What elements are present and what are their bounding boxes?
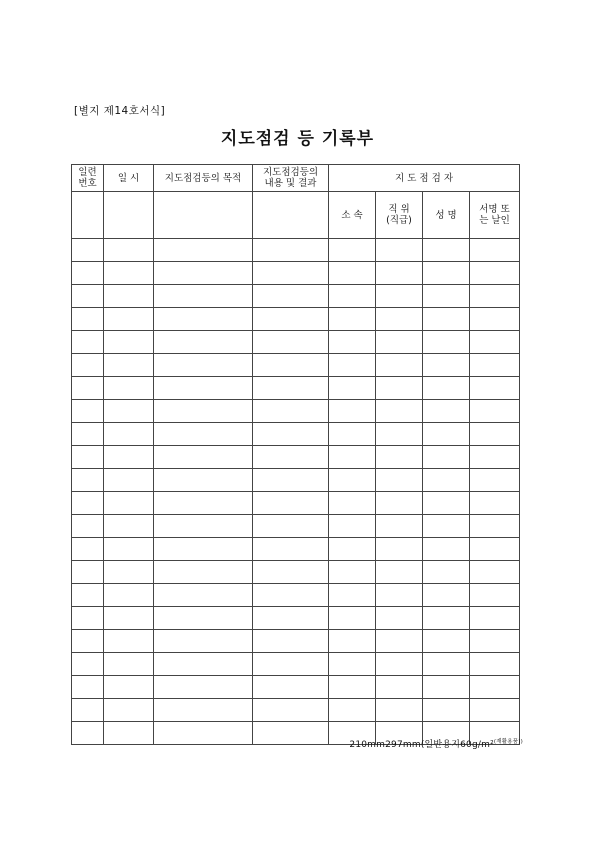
table-cell [253, 400, 329, 423]
table-cell [329, 676, 376, 699]
table-cell [154, 492, 253, 515]
table-cell [72, 561, 104, 584]
table-cell [470, 469, 520, 492]
table-cell [104, 446, 154, 469]
table-cell [154, 584, 253, 607]
table-cell [376, 515, 423, 538]
table-row [72, 538, 520, 561]
table-cell [423, 584, 470, 607]
header-position: 직 위 (직급) [376, 192, 423, 239]
table-row [72, 377, 520, 400]
table-cell [104, 676, 154, 699]
table-cell [104, 331, 154, 354]
table-cell [154, 561, 253, 584]
table-cell [423, 699, 470, 722]
table-cell [72, 469, 104, 492]
table-cell [376, 354, 423, 377]
header-content-result: 지도점검등의 내용 및 결과 [253, 165, 329, 192]
table-cell [376, 538, 423, 561]
table-cell [329, 584, 376, 607]
table-cell [253, 377, 329, 400]
table-cell [253, 630, 329, 653]
table-cell [329, 239, 376, 262]
table-cell [329, 630, 376, 653]
table-cell [104, 538, 154, 561]
table-cell [72, 423, 104, 446]
table-cell [329, 699, 376, 722]
table-cell [253, 492, 329, 515]
empty-cell [104, 192, 154, 239]
table-cell [470, 262, 520, 285]
form-number-label: [별지 제14호서식] [74, 105, 166, 117]
table-row [72, 469, 520, 492]
table-cell [376, 492, 423, 515]
table-cell [423, 285, 470, 308]
table-row [72, 423, 520, 446]
table-cell [154, 722, 253, 745]
table-cell [423, 262, 470, 285]
table-cell [470, 676, 520, 699]
table-row [72, 584, 520, 607]
table-cell [423, 515, 470, 538]
table-cell [253, 469, 329, 492]
table-cell [470, 653, 520, 676]
table-cell [329, 607, 376, 630]
empty-cell [253, 192, 329, 239]
table-cell [104, 630, 154, 653]
table-cell [376, 262, 423, 285]
header-name: 성 명 [423, 192, 470, 239]
table-cell [470, 331, 520, 354]
table-cell [329, 538, 376, 561]
header-signature: 서명 또 는 날인 [470, 192, 520, 239]
table-cell [423, 630, 470, 653]
table-cell [470, 699, 520, 722]
header-inspector-group: 지 도 점 검 자 [329, 165, 520, 192]
table-cell [154, 400, 253, 423]
table-cell [253, 308, 329, 331]
table-cell [104, 423, 154, 446]
paper-spec-note [349, 737, 523, 750]
table-cell [423, 354, 470, 377]
table-cell [253, 239, 329, 262]
table-cell [329, 446, 376, 469]
table-cell [72, 285, 104, 308]
table-cell [470, 354, 520, 377]
table-cell [72, 653, 104, 676]
table-cell [376, 308, 423, 331]
table-cell [72, 515, 104, 538]
table-cell [470, 561, 520, 584]
table-cell [72, 239, 104, 262]
table-cell [329, 285, 376, 308]
table-cell [253, 354, 329, 377]
table-cell [253, 285, 329, 308]
table-cell [376, 630, 423, 653]
table-cell [104, 308, 154, 331]
table-cell [470, 584, 520, 607]
table-cell [104, 561, 154, 584]
header-serial-number: 일련 번호 [72, 165, 104, 192]
table-row [72, 354, 520, 377]
table-cell [104, 400, 154, 423]
table-cell [104, 262, 154, 285]
table-cell [470, 492, 520, 515]
table-cell [154, 469, 253, 492]
table-cell [72, 722, 104, 745]
table-cell [154, 262, 253, 285]
table-cell [253, 446, 329, 469]
table-cell [423, 676, 470, 699]
table-cell [104, 285, 154, 308]
header-purpose: 지도점검등의 목적 [154, 165, 253, 192]
table-cell [329, 354, 376, 377]
table-cell [72, 308, 104, 331]
table-cell [470, 400, 520, 423]
table-cell [329, 308, 376, 331]
table-cell [423, 331, 470, 354]
table-row [72, 607, 520, 630]
table-cell [423, 653, 470, 676]
table-cell [376, 331, 423, 354]
table-cell [423, 239, 470, 262]
table-cell [154, 515, 253, 538]
table-cell [72, 354, 104, 377]
table-row [72, 699, 520, 722]
page-title: 지도점검 등 기록부 [220, 129, 375, 149]
table-cell [104, 515, 154, 538]
table-cell [423, 607, 470, 630]
table-cell [253, 653, 329, 676]
table-cell [253, 607, 329, 630]
table-cell [253, 676, 329, 699]
empty-cell [72, 192, 104, 239]
table-cell [154, 676, 253, 699]
table-cell [470, 630, 520, 653]
table-cell [154, 630, 253, 653]
table-cell [72, 699, 104, 722]
table-cell [104, 699, 154, 722]
paper-spec-superscript: (재활용품)) [493, 739, 523, 745]
table-row [72, 561, 520, 584]
inspection-record-table [71, 164, 520, 745]
table-cell [329, 561, 376, 584]
table-cell [72, 262, 104, 285]
table-cell [72, 538, 104, 561]
table-cell [329, 400, 376, 423]
table-cell [154, 538, 253, 561]
table-cell [253, 538, 329, 561]
empty-cell [154, 192, 253, 239]
table-cell [470, 515, 520, 538]
table-cell [329, 515, 376, 538]
table-cell [253, 699, 329, 722]
table-cell [154, 423, 253, 446]
table-cell [72, 446, 104, 469]
table-cell [154, 285, 253, 308]
table-cell [329, 331, 376, 354]
table-cell [470, 308, 520, 331]
table-cell [154, 308, 253, 331]
table-cell [329, 469, 376, 492]
table-row [72, 308, 520, 331]
table-row [72, 630, 520, 653]
table-cell [253, 331, 329, 354]
table-cell [329, 492, 376, 515]
table-cell [423, 469, 470, 492]
table-cell [104, 584, 154, 607]
table-cell [376, 446, 423, 469]
table-cell [423, 538, 470, 561]
table-cell [253, 515, 329, 538]
table-cell [423, 423, 470, 446]
table-cell [72, 492, 104, 515]
table-cell [470, 607, 520, 630]
table-cell [376, 377, 423, 400]
table-row [72, 331, 520, 354]
table-row [72, 515, 520, 538]
table-cell [376, 699, 423, 722]
table-cell [154, 653, 253, 676]
table-cell [329, 377, 376, 400]
table-cell [104, 653, 154, 676]
table-row [72, 492, 520, 515]
table-cell [253, 561, 329, 584]
table-cell [376, 607, 423, 630]
table-cell [253, 262, 329, 285]
table-cell [154, 446, 253, 469]
table-cell [376, 469, 423, 492]
table-cell [376, 561, 423, 584]
paper-spec-text: 210mm297mm(일반용지60g/m² [349, 740, 494, 750]
table-cell [253, 423, 329, 446]
table-cell [376, 653, 423, 676]
table-cell [154, 699, 253, 722]
table-cell [470, 377, 520, 400]
table-cell [376, 584, 423, 607]
table-cell [253, 722, 329, 745]
table-row [72, 400, 520, 423]
table-cell [329, 653, 376, 676]
table-cell [470, 423, 520, 446]
table-cell [423, 377, 470, 400]
table-cell [423, 400, 470, 423]
table-cell [104, 607, 154, 630]
table-cell [72, 400, 104, 423]
table-cell [72, 331, 104, 354]
table-cell [72, 584, 104, 607]
table-row [72, 262, 520, 285]
table-cell [104, 492, 154, 515]
table-cell [423, 492, 470, 515]
table-cell [154, 331, 253, 354]
table-cell [423, 308, 470, 331]
table-row [72, 285, 520, 308]
table-cell [376, 239, 423, 262]
table-cell [376, 676, 423, 699]
header-datetime: 일 시 [104, 165, 154, 192]
table-cell [470, 239, 520, 262]
table-cell [253, 584, 329, 607]
table-cell [72, 676, 104, 699]
table-cell [423, 446, 470, 469]
table-row [72, 653, 520, 676]
table-cell [470, 538, 520, 561]
table-cell [104, 469, 154, 492]
table-cell [104, 722, 154, 745]
table-cell [329, 423, 376, 446]
table-cell [376, 285, 423, 308]
table-cell [104, 239, 154, 262]
table-cell [104, 377, 154, 400]
table-row [72, 239, 520, 262]
table-cell [154, 354, 253, 377]
table-cell [154, 607, 253, 630]
table-cell [72, 607, 104, 630]
table-cell [72, 377, 104, 400]
table-cell [72, 630, 104, 653]
table-cell [470, 446, 520, 469]
table-cell [423, 561, 470, 584]
table-cell [104, 354, 154, 377]
table-cell [154, 377, 253, 400]
header-affiliation: 소 속 [329, 192, 376, 239]
table-row [72, 676, 520, 699]
table-cell [329, 262, 376, 285]
table-row [72, 446, 520, 469]
table-cell [376, 423, 423, 446]
table-cell [470, 285, 520, 308]
table-cell [376, 400, 423, 423]
table-cell [154, 239, 253, 262]
